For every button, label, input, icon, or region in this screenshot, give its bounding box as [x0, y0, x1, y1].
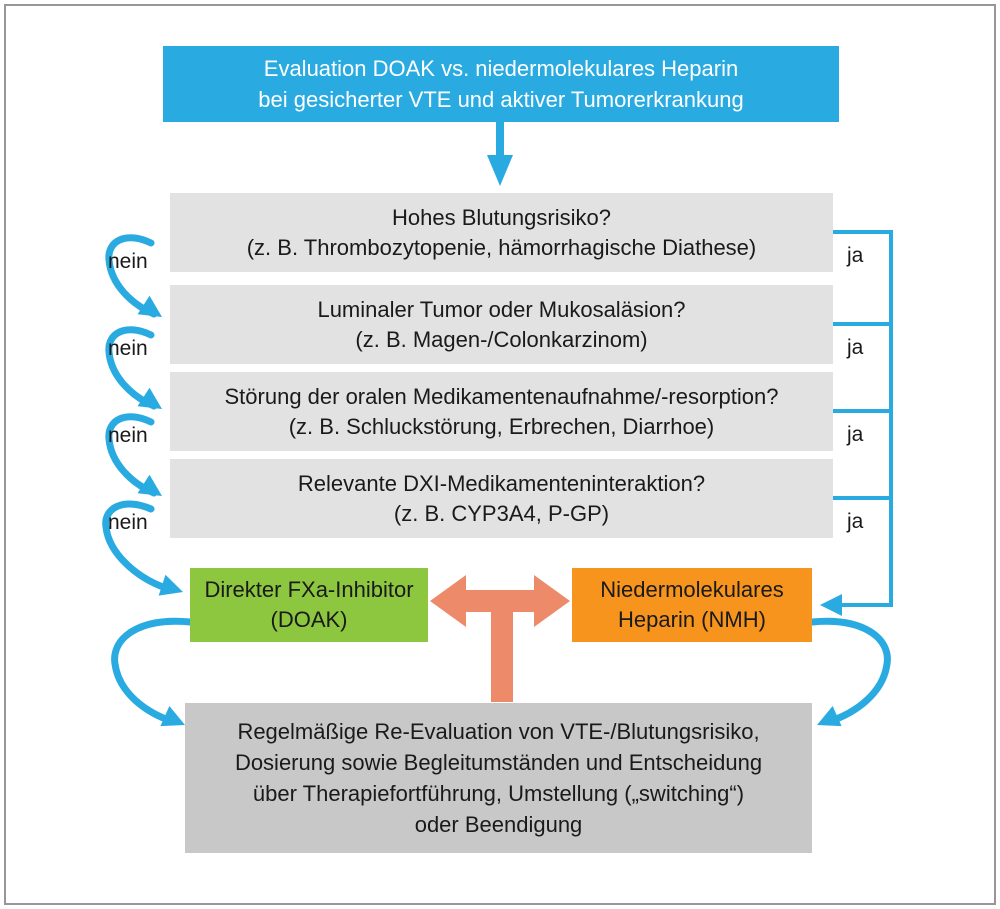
- no-label-3: nein: [108, 424, 148, 447]
- doak-line-1: Direkter FXa-Inhibitor: [204, 577, 414, 602]
- header-box: [163, 46, 839, 122]
- nmh-outcome-box: [572, 568, 812, 642]
- decision-question: Störung der oralen Medikamentenaufnahme/-resorption?: [224, 383, 779, 409]
- no-label-4: nein: [108, 511, 148, 534]
- decision-box-drug-interaction: [170, 459, 833, 538]
- decision-box-bleeding-risk: [170, 193, 833, 272]
- yes-label-3: ja: [847, 423, 864, 446]
- reevaluation-line-4: oder Beendigung: [414, 812, 583, 837]
- decision-example: (z. B. Thrombozytopenie, hämorrhagische Diathese): [246, 234, 757, 260]
- doak-line-2: (DOAK): [270, 607, 348, 632]
- header-down-arrow: [487, 122, 513, 186]
- nmh-to-reevaluation-arrow: [812, 621, 887, 722]
- header-line-1: Evaluation DOAK vs. niedermolekulares Heparin: [263, 56, 739, 81]
- nmh-to-reevaluation-arrowhead: [813, 706, 842, 735]
- no-label-1: nein: [108, 250, 148, 273]
- reevaluation-line-1: Regelmäßige Re-Evaluation von VTE-/Blutungsrisiko,: [237, 719, 760, 744]
- no-arrowhead-1: [138, 296, 168, 326]
- decision-example: (z. B. Schluckstörung, Erbrechen, Diarrhoe): [288, 413, 715, 439]
- no-arrowhead-3: [138, 475, 168, 505]
- yes-label-1: ja: [847, 244, 864, 267]
- no-arrowhead-2: [138, 388, 168, 418]
- decision-box-oral-absorption: [170, 372, 833, 451]
- decision-box-luminal-tumor: [170, 285, 833, 364]
- doak-nmh-double-arrow: [430, 575, 570, 702]
- doak-outcome-box: [190, 568, 428, 642]
- reevaluation-box: [185, 703, 812, 853]
- header-line-2: bei gesicherter VTE und aktiver Tumorerkrankung: [258, 87, 744, 112]
- yes-connector-lines: [833, 230, 891, 605]
- nmh-line-1: Niedermolekulares: [600, 577, 784, 602]
- doak-to-reevaluation-arrow: [115, 621, 190, 722]
- no-label-2: nein: [108, 337, 148, 360]
- decision-example: (z. B. Magen-/Colonkarzinom): [355, 326, 648, 352]
- yes-label-4: ja: [847, 510, 864, 533]
- decision-question: Luminaler Tumor oder Mukosaläsion?: [317, 296, 686, 322]
- decision-example: (z. B. CYP3A4, P-GP): [393, 500, 610, 526]
- reevaluation-line-2: Dosierung sowie Begleitumständen und Entscheidung: [234, 750, 763, 775]
- decision-question: Relevante DXI-Medikamenteninteraktion?: [297, 470, 706, 496]
- yes-label-2: ja: [847, 336, 864, 359]
- yes-arrowhead: [820, 594, 842, 616]
- reevaluation-line-3: über Therapiefortführung, Umstellung („switching“): [252, 781, 745, 806]
- no-arrowhead-4: [159, 575, 187, 603]
- nmh-line-2: Heparin (NMH): [618, 607, 766, 632]
- decision-question: Hohes Blutungsrisiko?: [392, 204, 611, 230]
